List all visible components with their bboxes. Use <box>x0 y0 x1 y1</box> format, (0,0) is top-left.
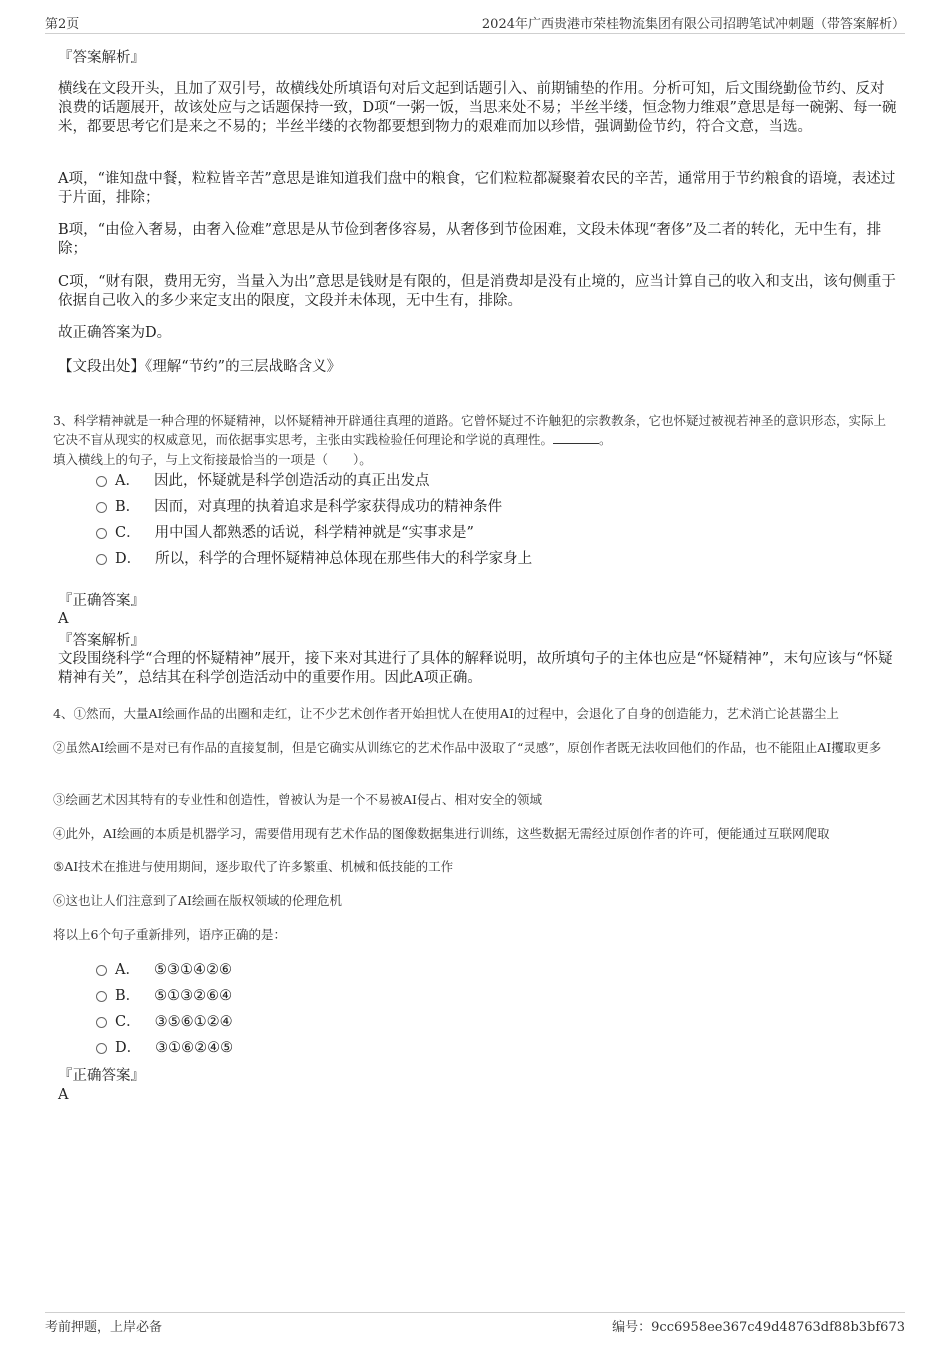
radio-icon[interactable] <box>96 1017 107 1028</box>
q3-option-b[interactable]: B． 因而，对真理的执着追求是科学家获得成功的精神条件 <box>96 498 502 517</box>
radio-icon[interactable] <box>96 554 107 565</box>
q4-sentence-2: ②虽然AI绘画不是对已有作品的直接复制，但是它确实从训练它的艺术作品中汲取了“灵感”，原创作者既无法收回他们的作品，也不能阻止AI攫取更多 <box>53 740 882 755</box>
q2-analysis-text: 横线在文段开头，且加了双引号，故横线处所填语句对后文起到话题引入、前期铺垫的作用。分析可知，后文围绕勤俭节约、反对浪费的话题展开，故该处应与之话题保持一致，D项“一粥一饭，当思来处不易；半丝半缕，恒念物力维艰”意思是每一碗粥、每一碗米，都要思考它们是来之不易的；半丝半缕的衣物都要想到物力的艰难而加以珍惜，强调勤俭节约，符合文意，当选。 <box>58 81 897 135</box>
document-id: 编号：9cc6958ee367c49d48763df88b3bf673 <box>612 1320 905 1335</box>
q3-stem: 3、科学精神就是一种合理的怀疑精神，以怀疑精神开辟通往真理的道路。它曾怀疑过不许触犯的宗教教条，它也怀疑过被视若神圣的意识形态，实际上它决不盲从现实的权威意见，而依据事实思考，主张由实践检验任何理论和学说的真理性。 。 <box>53 413 886 447</box>
radio-icon[interactable] <box>96 502 107 513</box>
radio-icon[interactable] <box>96 991 107 1002</box>
q4-sentence-5: ⑤AI技术在推进与使用期间，逐步取代了许多繁重、机械和低技能的工作 <box>53 859 454 874</box>
q2-source: 【文段出处】《理解“节约”的三层战略含义》 <box>58 359 342 375</box>
q2-option-a-analysis: A项，“谁知盘中餐，粒粒皆辛苦”意思是谁知道我们盘中的粮食，它们粒粒都凝聚着农民的辛苦，通常用于节约粮食的语境，表述过于片面，排除； <box>58 171 896 206</box>
q3-answer-label: 『正确答案』 <box>58 593 145 609</box>
page-number: 第2页 <box>45 17 80 32</box>
q4-sentence-6: ⑥这也让人们注意到了AI绘画在版权领域的伦理危机 <box>53 893 342 908</box>
q2-conclusion: 故正确答案为D。 <box>58 325 172 341</box>
q4-option-c[interactable]: C． ③⑤⑥①②④ <box>96 1013 233 1032</box>
footer-slogan: 考前押题，上岸必备 <box>45 1320 163 1335</box>
q3-prompt: 填入横线上的句子，与上文衔接最恰当的一项是（ ）。 <box>53 452 372 467</box>
q3-option-a[interactable]: A． 因此，怀疑就是科学创造活动的真正出发点 <box>96 472 429 491</box>
q4-option-d[interactable]: D． ③①⑥②④⑤ <box>96 1039 233 1058</box>
q3-option-d[interactable]: D． 所以，科学的合理怀疑精神总体现在那些伟大的科学家身上 <box>96 550 532 569</box>
q3-analysis-text: 文段围绕科学“合理的怀疑精神”展开，接下来对其进行了具体的解释说明，故所填句子的主体也应是“怀疑精神”，末句应该与“怀疑精神有关”，总结其在科学创造活动中的重要作用。因此A项正确。 <box>58 651 893 686</box>
radio-icon[interactable] <box>96 965 107 976</box>
q3-analysis-label: 『答案解析』 <box>58 633 145 649</box>
page-footer <box>45 1312 905 1335</box>
q2-option-b-analysis: B项，“由俭入奢易，由奢入俭难”意思是从节俭到奢侈容易，从奢侈到节俭困难，文段未体现“奢侈”及二者的转化，无中生有，排除； <box>58 222 882 257</box>
q3-option-c[interactable]: C． 用中国人都熟悉的话说，科学精神就是“实事求是” <box>96 524 474 543</box>
radio-icon[interactable] <box>96 1043 107 1054</box>
q3-blank <box>553 431 599 444</box>
q4-sentence-4: ④此外，AI绘画的本质是机器学习，需要借用现有艺术作品的图像数据集进行训练，这些数据无需经过原创作者的许可，便能通过互联网爬取 <box>53 826 830 841</box>
q2-analysis-label: 『答案解析』 <box>58 50 145 66</box>
document-title: 2024年广西贵港市荣桂物流集团有限公司招聘笔试冲刺题（带答案解析） <box>481 17 905 32</box>
q4-answer-label: 『正确答案』 <box>58 1068 145 1084</box>
q4-sentence-1: 4、①然而，大量AI绘画作品的出圈和走红，让不少艺术创作者开始担忧人在使用AI的过程中，会退化了自身的创造能力，艺术消亡论甚嚣尘上 <box>53 706 839 721</box>
q4-option-a[interactable]: A． ⑤③①④②⑥ <box>96 961 232 980</box>
q4-option-b[interactable]: B． ⑤①③②⑥④ <box>96 987 232 1006</box>
radio-icon[interactable] <box>96 476 107 487</box>
q2-option-c-analysis: C项，“财有限，费用无穷，当量入为出”意思是钱财是有限的，但是消费却是没有止境的，应当计算自己的收入和支出，该句侧重于依据自己收入的多少来定支出的限度，文段并未体现，无中生有，排除。 <box>58 274 896 309</box>
radio-icon[interactable] <box>96 528 107 539</box>
q4-prompt: 将以上6个句子重新排列，语序正确的是： <box>53 927 286 942</box>
q3-answer: A <box>58 611 69 627</box>
page-header <box>45 13 905 34</box>
q4-answer: A <box>58 1087 69 1103</box>
q4-sentence-3: ③绘画艺术因其特有的专业性和创造性，曾被认为是一个不易被AI侵占、相对安全的领域 <box>53 792 542 807</box>
